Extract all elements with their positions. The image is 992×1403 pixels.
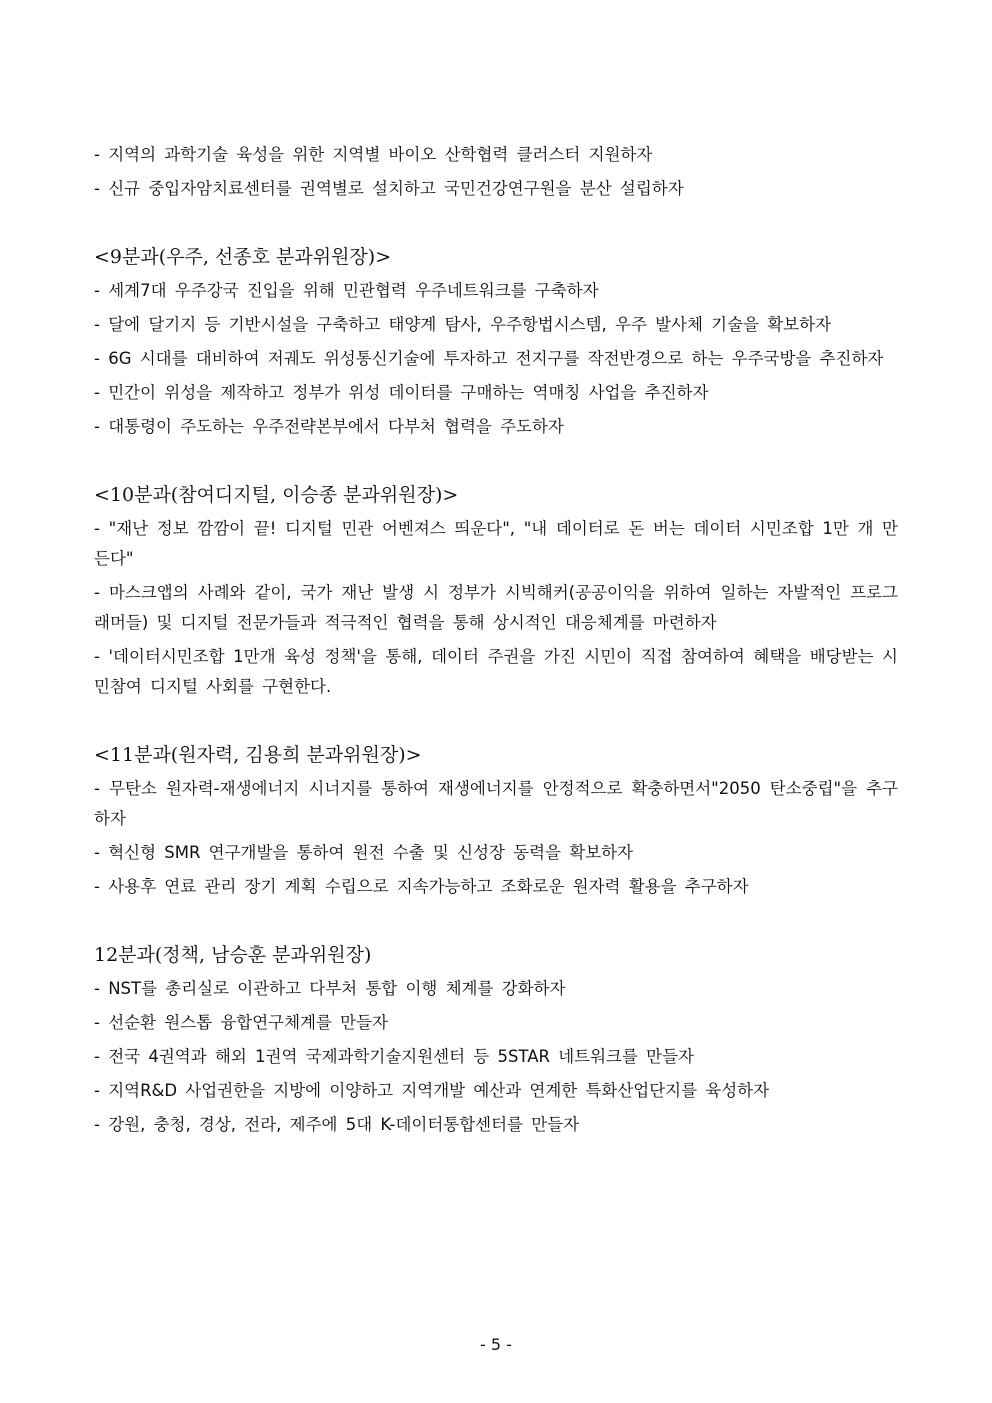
section-heading: <11분과(원자력, 김용희 분과위원장)>	[94, 744, 422, 766]
section-12	[94, 940, 898, 1140]
section-heading: <10분과(참여디지털, 이승종 분과위원장)>	[94, 484, 459, 506]
list-item: - 6G 시대를 대비하여 저궤도 위성통신기술에 투자하고 전지구를 작전반경으로 하는 우주국방을 추진하자	[94, 349, 884, 368]
list-item: - "재난 정보 깜깜이 끝! 디지털 민관 어벤져스 띄운다", "내 데이터로 돈 버는 데이터 시민조합 1만 개 만든다"	[94, 519, 898, 568]
list-item: - 무탄소 원자력-재생에너지 시너지를 통하여 재생에너지를 안정적으로 확충하면서"2050 탄소중립"을 추구하자	[94, 779, 898, 828]
list-item: - NST를 총리실로 이관하고 다부처 통합 이행 체계를 강화하자	[94, 979, 566, 998]
page-number: - 5 -	[480, 1335, 512, 1354]
list-item: - 세계7대 우주강국 진입을 위해 민관협력 우주네트워크를 구축하자	[94, 281, 599, 300]
document-body	[94, 140, 898, 1144]
section-10	[94, 480, 898, 702]
list-item: - 사용후 연료 관리 장기 계획 수립으로 지속가능하고 조화로운 원자력 활용을 추구하자	[94, 877, 749, 896]
list-item: - 달에 달기지 등 기반시설을 구축하고 태양계 탐사, 우주항법시스템, 우주 발사체 기술을 확보하자	[94, 315, 832, 334]
list-item: - 혁신형 SMR 연구개발을 통하여 원전 수출 및 신성장 동력을 확보하자	[94, 843, 633, 862]
section-heading: 12분과(정책, 남승훈 분과위원장)	[94, 944, 372, 966]
list-item: - 마스크앱의 사례와 같이, 국가 재난 발생 시 정부가 시빅해커(공공이익을 위하여 일하는 자발적인 프로그래머들) 및 디지털 전문가들과 적극적인 협력을 통해 상시적인 대응체계를 마련하자	[94, 583, 898, 632]
section-9	[94, 242, 898, 442]
list-item: - 민간이 위성을 제작하고 정부가 위성 데이터를 구매하는 역매칭 사업을 추진하자	[94, 383, 709, 402]
list-item: - 신규 중입자암치료센터를 권역별로 설치하고 국민건강연구원을 분산 설립하자	[94, 179, 684, 198]
section-heading: <9분과(우주, 선종호 분과위원장)>	[94, 246, 392, 268]
section-8-continued	[94, 140, 898, 204]
section-11	[94, 740, 898, 902]
list-item: - 선순환 원스톱 융합연구체계를 만들자	[94, 1013, 388, 1032]
list-item: - '데이터시민조합 1만개 육성 정책'을 통해, 데이터 주권을 가진 시민이 직접 참여하여 혜택을 배당받는 시민참여 디지털 사회를 구현한다.	[94, 647, 898, 696]
list-item: - 지역의 과학기술 육성을 위한 지역별 바이오 산학협력 클러스터 지원하자	[94, 145, 653, 164]
list-item: - 강원, 충청, 경상, 전라, 제주에 5대 K-데이터통합센터를 만들자	[94, 1115, 580, 1134]
list-item: - 전국 4권역과 해외 1권역 국제과학기술지원센터 등 5STAR 네트워크를 만들자	[94, 1047, 694, 1066]
list-item: - 지역R&D 사업권한을 지방에 이양하고 지역개발 예산과 연계한 특화산업단지를 육성하자	[94, 1081, 770, 1100]
list-item: - 대통령이 주도하는 우주전략본부에서 다부처 협력을 주도하자	[94, 417, 564, 436]
